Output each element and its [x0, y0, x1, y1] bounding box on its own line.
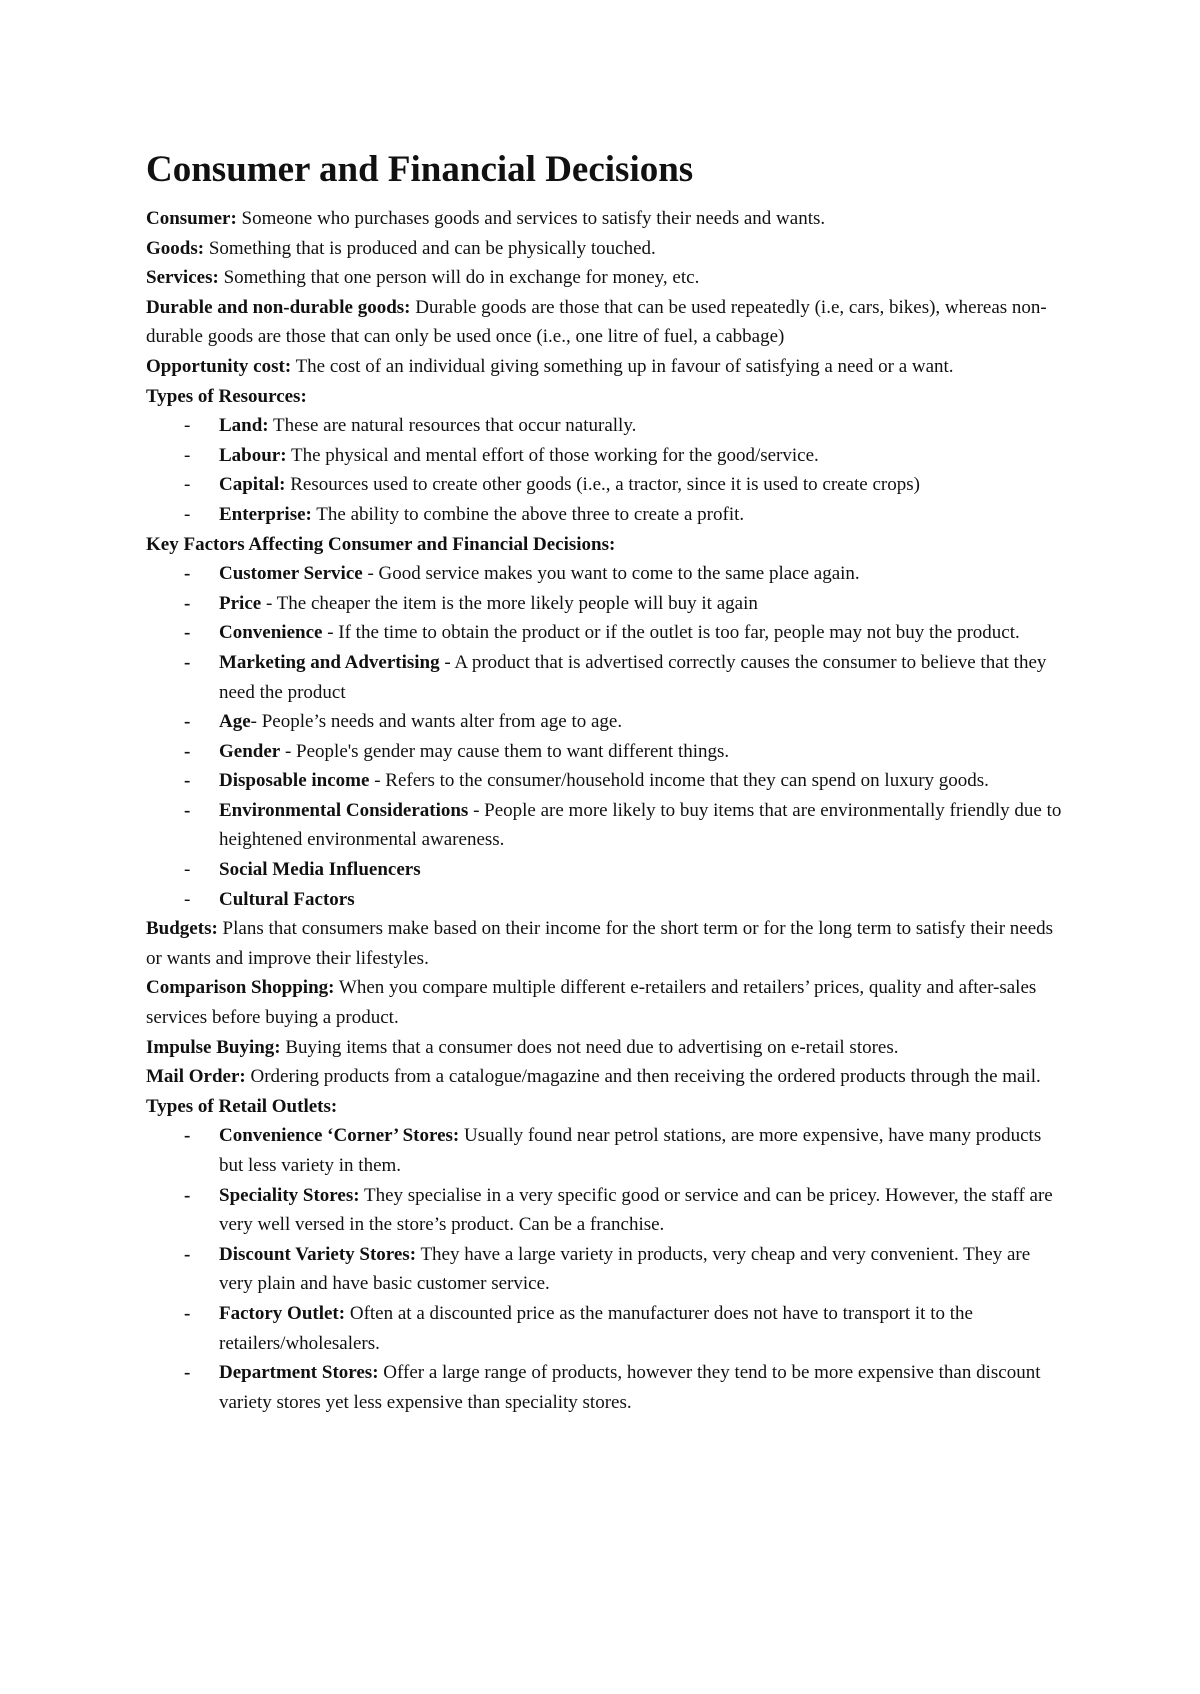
definition-services: Services: Something that one person will do in exchange for money, etc.: [146, 267, 700, 289]
list-item: - Enterprise: The ability to combine the above three to create a profit.: [184, 503, 745, 525]
definition-durable-goods: Durable and non-durable goods: Durable goods are those that can be used repeatedly (i.e, cars, bikes), whereas non-durable goods are those that can only be used once (i.e., one litre of fuel, a cabbage): [146, 296, 1047, 348]
definition-comparison-shopping: Comparison Shopping: When you compare multiple different e-retailers and retailers’ prices, quality and after-sales services before buying a product.: [146, 977, 1037, 1029]
list-item: - Age- People’s needs and wants alter from age to age.: [184, 711, 623, 733]
list-item: - Price - The cheaper the item is the more likely people will buy it again: [184, 592, 758, 614]
document-page: [146, 146, 1066, 1417]
list-item: - Capital: Resources used to create other goods (i.e., a tractor, since it is used to create crops): [184, 474, 920, 496]
factors-list: [146, 559, 1066, 914]
definition-consumer: Consumer: Someone who purchases goods and services to satisfy their needs and wants.: [146, 208, 826, 229]
list-item: - Gender - People's gender may cause them to want different things.: [184, 740, 730, 762]
list-item: - Disposable income - Refers to the consumer/household income that they can spend on luxury goods.: [184, 770, 989, 792]
resources-list: [146, 411, 1066, 529]
definition-opportunity-cost: Opportunity cost: The cost of an individual giving something up in favour of satisfying a need or a want.: [146, 355, 954, 377]
list-item: - Land: These are natural resources that occur naturally.: [184, 415, 637, 437]
outlets-heading: Types of Retail Outlets:: [146, 1095, 338, 1117]
list-item: - Customer Service - Good service makes you want to come to the same place again.: [184, 563, 860, 585]
list-item: - Discount Variety Stores: They have a large variety in products, very cheap and very convenient. They are very plain and have basic customer service.: [184, 1243, 1031, 1295]
list-item: - Marketing and Advertising - A product that is advertised correctly causes the consumer to believe that they need the product: [184, 651, 1047, 703]
definition-goods: Goods: Something that is produced and can be physically touched.: [146, 237, 656, 259]
page-title: Consumer and Financial Decisions: [146, 149, 694, 190]
list-item: - Convenience ‘Corner’ Stores: Usually found near petrol stations, are more expensive, have many products but less variety in them.: [184, 1125, 1042, 1176]
list-item: - Environmental Considerations - People are more likely to buy items that are environmentally friendly due to heightened environmental awareness.: [184, 799, 1062, 851]
list-item: - Department Stores: Offer a large range of products, however they tend to be more expensive than discount variety stores yet less expensive than speciality stores.: [184, 1362, 1041, 1413]
outlets-list: [146, 1121, 1066, 1417]
list-item: - Factory Outlet: Often at a discounted price as the manufacturer does not have to transport it to the retailers/wholesalers.: [184, 1302, 973, 1354]
definition-mail-order: Mail Order: Ordering products from a catalogue/magazine and then receiving the ordered products through the mail.: [146, 1066, 1041, 1088]
list-item: - Labour: The physical and mental effort of those working for the good/service.: [184, 444, 819, 466]
definition-budgets: Budgets: Plans that consumers make based on their income for the short term or for the long term to satisfy their needs or wants and improve their lifestyles.: [146, 918, 1054, 969]
definition-impulse-buying: Impulse Buying: Buying items that a consumer does not need due to advertising on e-retail stores.: [146, 1036, 899, 1058]
list-item: - Social Media Influencers: [184, 859, 421, 881]
list-item: - Cultural Factors: [184, 888, 355, 910]
factors-heading: Key Factors Affecting Consumer and Financial Decisions:: [146, 533, 616, 555]
list-item: - Convenience - If the time to obtain the product or if the outlet is too far, people may not buy the product.: [184, 622, 1020, 644]
resources-heading: Types of Resources:: [146, 385, 307, 407]
list-item: - Speciality Stores: They specialise in a very specific good or service and can be pricey. However, the staff are very well versed in the store’s product. Can be a franchise.: [184, 1184, 1053, 1236]
